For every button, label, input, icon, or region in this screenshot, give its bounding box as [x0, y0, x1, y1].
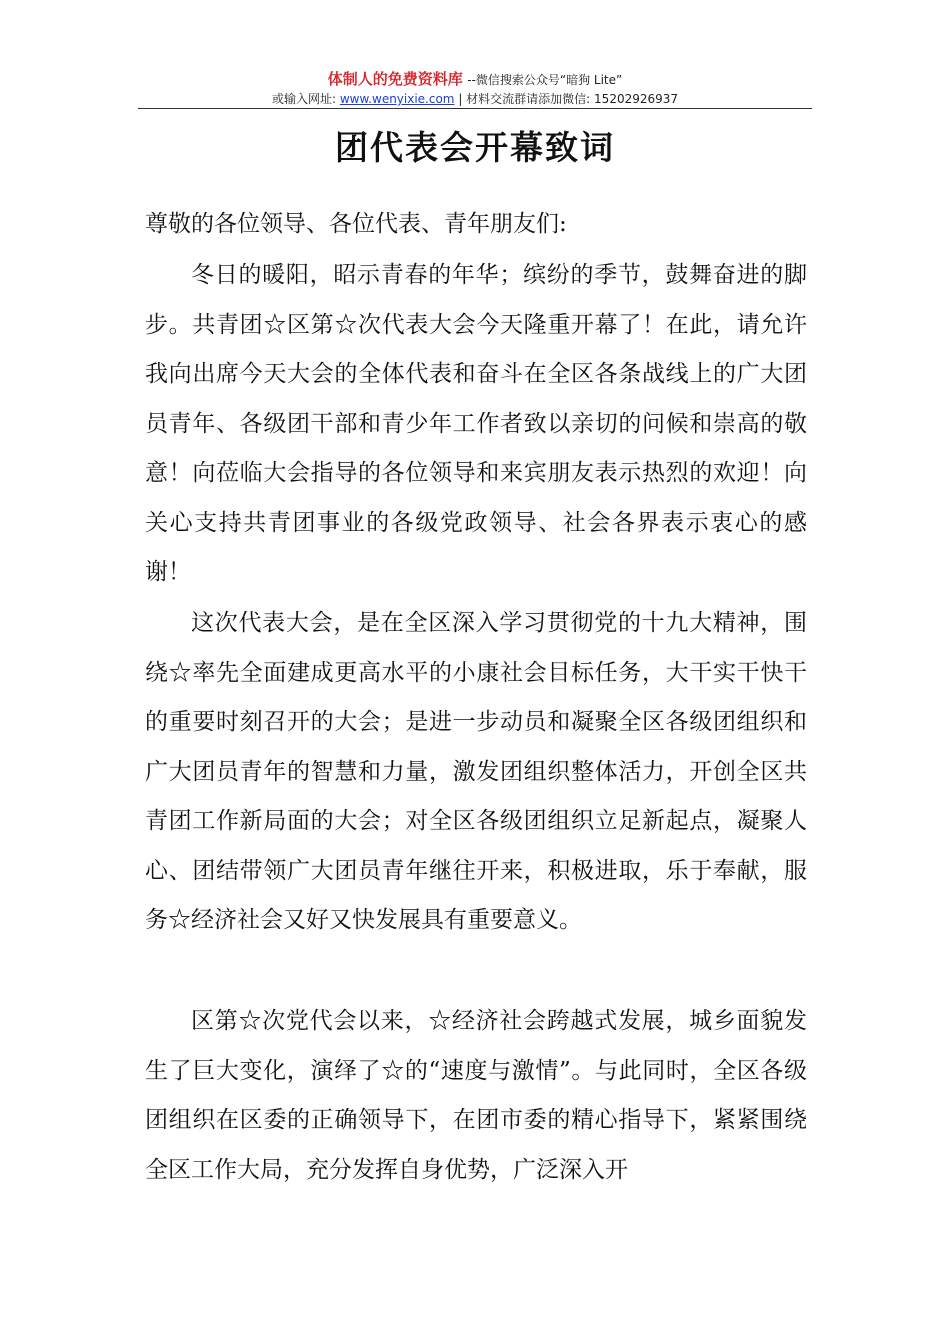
- paragraph-3: 区第☆次党代会以来，☆经济社会跨越式发展，城乡面貌发生了巨大变化，演绎了☆的“速度与激情”。与此同时，全区各级团组织在区委的正确领导下，在团市委的精心指导下，紧紧围绕全区工作大局，充分发挥自身优势，广泛深入开: [145, 1008, 807, 1183]
- header-tagline: --微信搜索公众号“暗狗 Lite”: [467, 73, 623, 87]
- document-title: 团代表会开幕致词: [335, 128, 615, 167]
- website-link[interactable]: www.wenyixie.com: [339, 92, 455, 106]
- page-header: [138, 70, 812, 107]
- header-contact: [138, 91, 812, 107]
- brand-name: 体制人的免费资料库: [327, 70, 463, 88]
- header-divider: [138, 108, 812, 109]
- paragraph-1: 冬日的暖阳，昭示青春的年华；缤纷的季节，鼓舞奋进的脚步。共青团☆区第☆次代表大会今天隆重开幕了！在此，请允许我向出席今天大会的全体代表和奋斗在全区各条战线上的广大团员青年、各级团干部和青少年工作者致以亲切的问候和崇高的敬意！向莅临大会指导的各位领导和来宾朋友表示热烈的欢迎！向关心支持共青团事业的各级党政领导、社会各界表示衷心的感谢！: [145, 262, 807, 585]
- paragraph-2: 这次代表大会，是在全区深入学习贯彻党的十九大精神，围绕☆率先全面建成更高水平的小康社会目标任务，大干实干快干的重要时刻召开的大会；是进一步动员和凝聚全区各级团组织和广大团员青年的智慧和力量，激发团组织整体活力，开创全区共青团工作新局面的大会；对全区各级团组织立足新起点，凝聚人心、团结带领广大团员青年继往开来，积极进取，乐于奉献，服务☆经济社会又好又快发展具有重要意义。: [145, 610, 807, 933]
- salutation: 尊敬的各位领导、各位代表、青年朋友们:: [145, 211, 567, 237]
- header-banner: [138, 70, 812, 89]
- url-prefix: 或输入网址:: [271, 92, 337, 106]
- contact-suffix: | 材料交流群请添加微信: 15202926937: [458, 92, 679, 106]
